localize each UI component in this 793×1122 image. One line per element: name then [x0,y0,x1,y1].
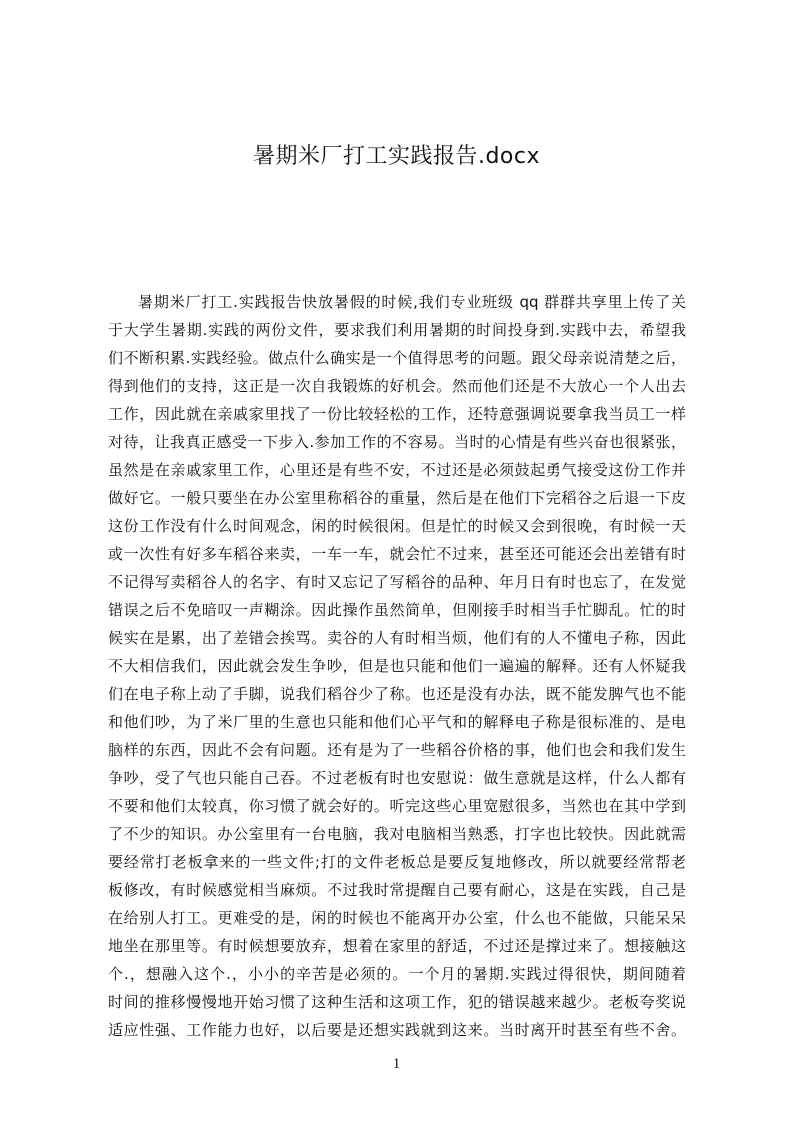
text-line: 脑样的东西，因此不会有问题。还有是为了一些稻谷价格的事，他们也会和我们发生 [108,741,686,759]
text-line: 虽然是在亲戚家里工作，心里还是有些不安，不过还是必须鼓起勇气接受这份工作并 [108,461,686,479]
document-title: 暑期米厂打工实践报告.docx [252,144,541,169]
text-line: 们不断积累.实践经验。做点什么确实是一个值得思考的问题。跟父母亲说清楚之后， [108,349,686,367]
text-line: 地坐在那里等。有时候想要放弃，想着在家里的舒适，不过还是撑过来了。想接触这 [108,937,686,955]
text-line: 这份工作没有什么时间观念，闲的时候很闲。但是忙的时候又会到很晚，有时候一天 [108,517,686,535]
text-line: 们在电子称上动了手脚，说我们稻谷少了称。也还是没有办法，既不能发脾气也不能 [108,685,686,703]
text-line: 不记得写卖稻谷人的名字、有时又忘记了写稻谷的品种、年月日有时也忘了，在发觉 [108,573,686,591]
text-line: 候实在是累，出了差错会挨骂。卖谷的人有时相当烦，他们有的人不懂电子称，因此 [108,629,686,647]
text-line: 对待，让我真正感受一下步入.参加工作的不容易。当时的心情是有些兴奋也很紧张， [108,433,686,451]
text-line: 要经常打老板拿来的一些文件;打的文件老板总是要反复地修改，所以就要经常帮老 [108,853,686,871]
text-line: 暑期米厂打工.实践报告快放暑假的时候,我们专业班级 qq 群群共享里上传了关 [138,293,686,311]
text-line: 适应性强、工作能力也好，以后要是还想实践就到这来。当时离开时甚至有些不舍。 [108,1021,686,1039]
text-line: 工作，因此就在亲戚家里找了一份比较轻松的工作，还特意强调说要拿我当员工一样 [108,405,686,423]
text-line: 得到他们的支持，这正是一次自我锻炼的好机会。然而他们还是不大放心一个人出去 [108,377,686,395]
text-line: 不要和他们太较真，你习惯了就会好的。听完这些心里宽慰很多，当然也在其中学到 [108,797,686,815]
page-number: 1 [392,1056,401,1072]
text-line: 或一次性有好多车稻谷来卖，一车一车，就会忙不过来，甚至还可能还会出差错有时 [108,545,686,563]
text-line: 时间的推移慢慢地开始习惯了这种生活和这项工作，犯的错误越来越少。老板夸奖说 [108,993,686,1011]
text-line: 错误之后不免暗叹一声糊涂。因此操作虽然简单，但刚接手时相当手忙脚乱。忙的时 [108,601,686,619]
text-line: 和他们吵，为了米厂里的生意也只能和他们心平气和的解释电子称是很标准的、是电 [108,713,686,731]
text-line: 在给别人打工。更难受的是，闲的时候也不能离开办公室，什么也不能做，只能呆呆 [108,909,686,927]
text-line: 于大学生暑期.实践的两份文件，要求我们利用暑期的时间投身到.实践中去，希望我 [108,321,686,339]
body-paragraph [0,288,793,1044]
text-line: 板修改，有时候感觉相当麻烦。不过我时常提醒自己要有耐心，这是在实践，自己是 [108,881,686,899]
text-line: 不大相信我们，因此就会发生争吵，但是也只能和他们一遍遍的解释。还有人怀疑我 [108,657,686,675]
text-line: 争吵，受了气也只能自己吞。不过老板有时也安慰说：做生意就是这样，什么人都有 [108,769,686,787]
text-line: 做好它。一般只要坐在办公室里称稻谷的重量，然后是在他们下完稻谷之后退一下皮 [108,489,686,507]
text-line: 个.，想融入这个.，小小的辛苦是必须的。一个月的暑期.实践过得很快，期间随着 [108,965,686,983]
text-line: 了不少的知识。办公室里有一台电脑，我对电脑相当熟悉，打字也比较快。因此就需 [108,825,686,843]
